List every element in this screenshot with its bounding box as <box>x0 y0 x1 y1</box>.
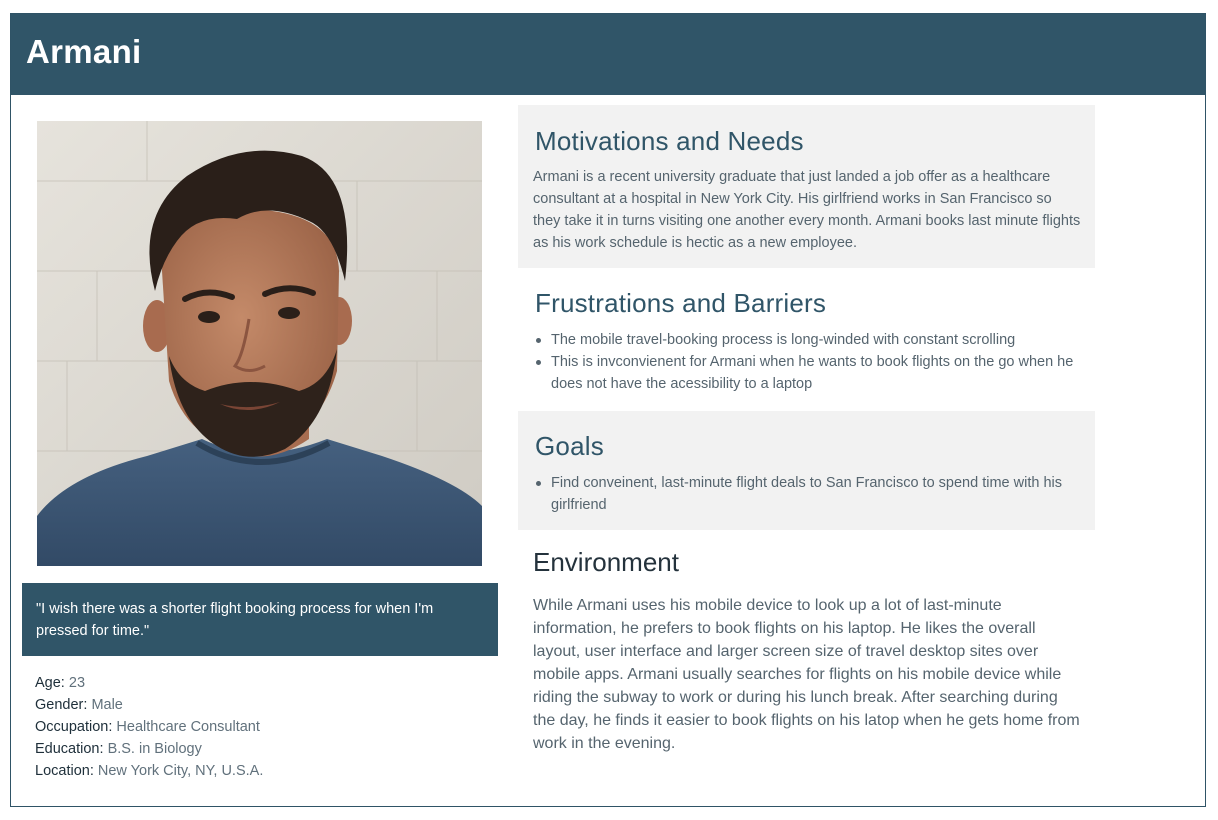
list-item: The mobile travel-booking process is long-winded with constant scrolling <box>551 329 1081 351</box>
persona-card <box>10 13 1206 807</box>
persona-header <box>11 14 1206 95</box>
list-item: This is invconvienent for Armani when he wants to book flights on the go when he does not have the acessibility to a laptop <box>551 351 1081 395</box>
fact-value: B.S. in Biology <box>107 741 202 757</box>
fact-label: Gender: <box>35 697 88 713</box>
frustrations-section <box>518 276 1095 406</box>
portrait-photo-icon <box>37 121 482 566</box>
fact-education <box>35 738 475 760</box>
persona-quote: "I wish there was a shorter flight booking process for when I'm pressed for time." <box>36 601 434 639</box>
persona-name: Armani <box>26 33 142 70</box>
goals-section <box>518 411 1095 530</box>
fact-value: 23 <box>68 675 86 691</box>
fact-value: New York City, NY, U.S.A. <box>97 763 264 779</box>
fact-occupation <box>35 716 475 738</box>
fact-label: Occupation: <box>35 719 113 735</box>
frustrations-title: Frustrations and Barriers <box>535 288 827 318</box>
list-item: Find conveinent, last-minute flight deals to San Francisco to spend time with his girlfriend <box>551 472 1081 516</box>
persona-quote-box <box>22 583 498 656</box>
motivations-title: Motivations and Needs <box>535 126 804 156</box>
fact-label: Location: <box>35 763 94 779</box>
goals-list <box>533 472 1081 516</box>
motivations-body: Armani is a recent university graduate that just landed a job offer as a healthcare consultant at a hospital in New York City. His girlfriend works in San Francisco so they take it in turns visiting one another every month. Armani books last minute flights as his work schedule is hectic as a new employee. <box>533 169 1081 251</box>
frustrations-list <box>533 329 1081 395</box>
fact-label: Education: <box>35 741 104 757</box>
environment-title: Environment <box>533 547 679 577</box>
motivations-section <box>518 105 1095 268</box>
fact-value: Male <box>91 697 123 713</box>
fact-value: Healthcare Consultant <box>116 719 260 735</box>
fact-location <box>35 760 475 782</box>
persona-photo <box>37 121 482 566</box>
fact-gender <box>35 694 475 716</box>
environment-body: While Armani uses his mobile device to look up a lot of last-minute information, he prefers to book flights on his laptop. He likes the overall layout, user interface and larger screen size of travel desktop sites over mobile apps. Armani usually searches for flights on his mobile device while riding the subway to work or during his lunch break. After searching during the day, he finds it easier to book flights on his latop when he gets home from work in the evening. <box>533 597 1080 752</box>
persona-facts <box>35 672 475 782</box>
goals-title: Goals <box>535 431 604 461</box>
fact-label: Age: <box>35 675 65 691</box>
fact-age <box>35 672 475 694</box>
